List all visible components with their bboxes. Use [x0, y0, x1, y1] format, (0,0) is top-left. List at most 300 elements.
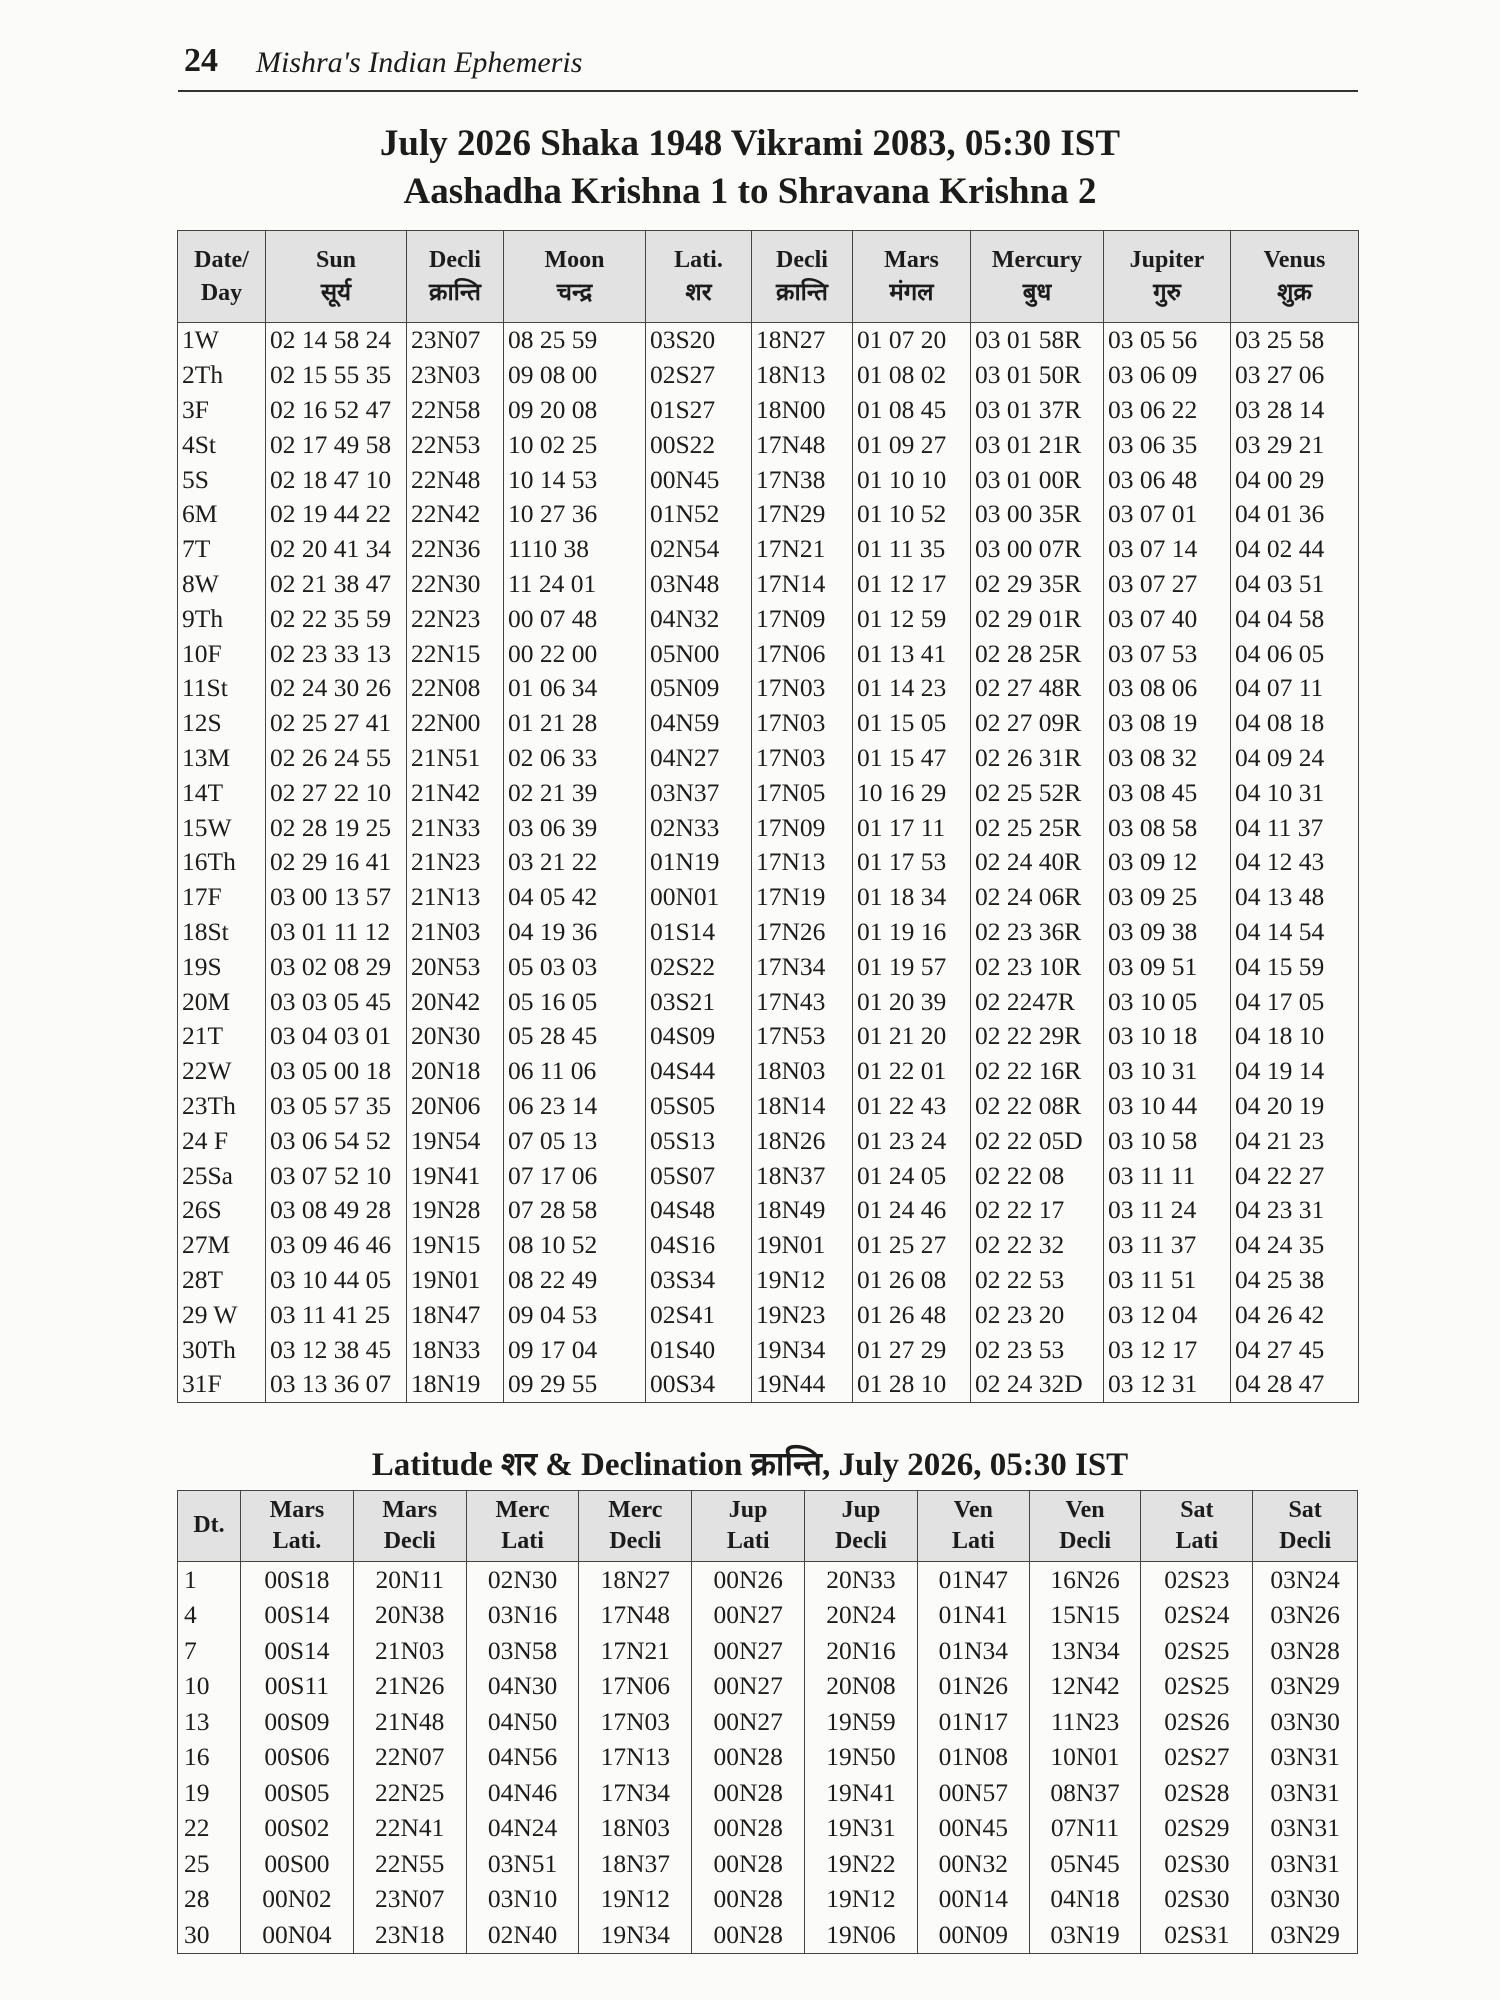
table-row: [178, 497, 1359, 532]
table-cell: 01 17 11: [853, 810, 971, 845]
table-cell: 01 06 34: [504, 671, 646, 706]
table-row: [178, 393, 1359, 428]
table-cell: 03 10 44 05: [266, 1263, 407, 1298]
table-cell: 25: [178, 1846, 241, 1882]
table-cell: 03N10: [466, 1882, 579, 1918]
table-cell: 10 27 36: [504, 497, 646, 532]
table-cell: 04 27 45: [1231, 1332, 1359, 1367]
table-cell: 05 28 45: [504, 1019, 646, 1054]
table-row: [178, 1158, 1359, 1193]
table-cell: 19N54: [407, 1123, 504, 1158]
column-header: [178, 231, 266, 323]
table-row: [178, 1297, 1359, 1332]
table-cell: 01N19: [646, 845, 752, 880]
table-cell: 19N44: [752, 1367, 853, 1402]
header-label: Jup: [728, 1496, 768, 1523]
table-cell: 02S23: [1141, 1562, 1253, 1598]
section-title: Latitude शर & Declination क्रान्ति, July 2026, 05:30 IST: [371, 1447, 1129, 1483]
table-row: [178, 880, 1359, 915]
table-cell: 20N30: [407, 1019, 504, 1054]
table-cell: 02S30: [1141, 1846, 1253, 1882]
table-cell: 03 08 32: [1104, 741, 1231, 776]
table-row: [178, 810, 1359, 845]
table-cell: 21N42: [407, 775, 504, 810]
table-cell: 18N37: [579, 1846, 692, 1882]
table-cell: 22N36: [407, 532, 504, 567]
table-cell: 02 22 53: [971, 1263, 1104, 1298]
table-cell: 00S09: [241, 1704, 354, 1740]
table-cell: 18N49: [752, 1193, 853, 1228]
table-cell: 04 15 59: [1231, 949, 1359, 984]
header-sublabel: Decli: [383, 1528, 436, 1554]
header-sublabel: क्रान्ति: [776, 279, 828, 306]
table-cell: 00N28: [692, 1846, 805, 1882]
header-sublabel: चन्द्र: [556, 279, 593, 306]
table-cell: 02 25 27 41: [266, 706, 407, 741]
table-cell: 04 22 27: [1231, 1158, 1359, 1193]
table-row: [178, 323, 1359, 358]
header-sublabel: Day: [200, 279, 243, 306]
table-cell: 10F: [178, 636, 266, 671]
header-label: Sat: [1288, 1496, 1322, 1523]
table-cell: 04 21 23: [1231, 1123, 1359, 1158]
table-cell: 19: [178, 1775, 241, 1811]
table-cell: 16: [178, 1740, 241, 1776]
table-cell: 04 07 11: [1231, 671, 1359, 706]
table-row: [178, 706, 1359, 741]
table-row: [178, 845, 1359, 880]
column-header: [466, 1491, 579, 1562]
table-cell: 17N21: [579, 1633, 692, 1669]
table-cell: 02 22 08R: [971, 1089, 1104, 1124]
table-cell: 03 01 50R: [971, 358, 1104, 393]
page-header: [178, 38, 1358, 92]
table-cell: 19N34: [752, 1332, 853, 1367]
table-cell: 20M: [178, 984, 266, 1019]
table-cell: 04 19 14: [1231, 1054, 1359, 1089]
table-cell: 01N17: [917, 1704, 1029, 1740]
table-cell: 19N06: [805, 1917, 918, 1953]
table-cell: 00N28: [692, 1811, 805, 1847]
table-cell: 17N34: [752, 949, 853, 984]
table-cell: 15N15: [1029, 1598, 1141, 1634]
table-cell: 19N22: [805, 1846, 918, 1882]
table-cell: 30Th: [178, 1332, 266, 1367]
main-title: July 2026 Shaka 1948 Vikrami 2083, 05:30 IST: [379, 123, 1121, 164]
table-cell: 02S31: [1141, 1917, 1253, 1953]
table-cell: 04 01 36: [1231, 497, 1359, 532]
table-cell: 03 09 12: [1104, 845, 1231, 880]
table-cell: 03 01 58R: [971, 323, 1104, 358]
table-cell: 03 08 19: [1104, 706, 1231, 741]
header-label: Merc: [608, 1496, 663, 1523]
table-cell: 22N58: [407, 393, 504, 428]
table-cell: 03 01 00R: [971, 462, 1104, 497]
table-cell: 22N41: [353, 1811, 466, 1847]
table-cell: 04N30: [466, 1669, 579, 1705]
table-cell: 22N55: [353, 1846, 466, 1882]
header-sublabel: Lati: [1175, 1528, 1219, 1554]
table-cell: 03 01 21R: [971, 427, 1104, 462]
table-cell: 10 16 29: [853, 775, 971, 810]
table-cell: 03 11 24: [1104, 1193, 1231, 1228]
table-cell: 20N06: [407, 1089, 504, 1124]
table-cell: 18N47: [407, 1297, 504, 1332]
table-cell: 00S05: [241, 1775, 354, 1811]
table-cell: 02N33: [646, 810, 752, 845]
header-sublabel: Lati: [501, 1528, 544, 1554]
header-label: Mercury: [991, 247, 1083, 274]
table-cell: 02 28 19 25: [266, 810, 407, 845]
header-label: Dt.: [193, 1512, 225, 1539]
table-cell: 03 00 35R: [971, 497, 1104, 532]
table-cell: 02 23 36R: [971, 915, 1104, 950]
table-cell: 20N24: [805, 1598, 918, 1634]
header-label: Mars: [269, 1496, 325, 1523]
table-cell: 23N18: [353, 1917, 466, 1953]
table-cell: 02 22 29R: [971, 1019, 1104, 1054]
table-cell: 17N29: [752, 497, 853, 532]
table-cell: 17N06: [579, 1669, 692, 1705]
table-cell: 04 02 44: [1231, 532, 1359, 567]
table-cell: 7: [178, 1633, 241, 1669]
header-label: Decli: [429, 247, 481, 274]
table-cell: 18N27: [752, 323, 853, 358]
table-cell: 6M: [178, 497, 266, 532]
table-cell: 03 11 37: [1104, 1228, 1231, 1263]
table-cell: 19N59: [805, 1704, 918, 1740]
table-cell: 13N34: [1029, 1633, 1141, 1669]
header-label: Decli: [776, 247, 828, 274]
header-label: Ven: [953, 1496, 993, 1523]
table-cell: 02 29 01R: [971, 601, 1104, 636]
table-cell: 26S: [178, 1193, 266, 1228]
table-cell: 04S09: [646, 1019, 752, 1054]
table-cell: 17N14: [752, 567, 853, 602]
table-cell: 01 11 35: [853, 532, 971, 567]
table-row: [178, 949, 1359, 984]
table-cell: 04 26 42: [1231, 1297, 1359, 1332]
table-cell: 08 10 52: [504, 1228, 646, 1263]
table-cell: 01 14 23: [853, 671, 971, 706]
table-cell: 03 12 04: [1104, 1297, 1231, 1332]
table-cell: 01S27: [646, 393, 752, 428]
table-cell: 19N34: [579, 1917, 692, 1953]
table-cell: 03 08 45: [1104, 775, 1231, 810]
table-cell: 00 22 00: [504, 636, 646, 671]
table-cell: 22N42: [407, 497, 504, 532]
table-cell: 01 23 24: [853, 1123, 971, 1158]
table-cell: 04S48: [646, 1193, 752, 1228]
table-cell: 21N23: [407, 845, 504, 880]
table-cell: 03 09 46 46: [266, 1228, 407, 1263]
table-cell: 5S: [178, 462, 266, 497]
table-cell: 25Sa: [178, 1158, 266, 1193]
table-row: [178, 1263, 1359, 1298]
table-cell: 22W: [178, 1054, 266, 1089]
table-cell: 06 23 14: [504, 1089, 646, 1124]
table-cell: 04 23 31: [1231, 1193, 1359, 1228]
table-cell: 01 08 02: [853, 358, 971, 393]
table-row: [178, 1917, 1358, 1953]
table-cell: 03S21: [646, 984, 752, 1019]
table-cell: 03 08 49 28: [266, 1193, 407, 1228]
table-row: [178, 1193, 1359, 1228]
table-cell: 01 26 48: [853, 1297, 971, 1332]
header-label: Mars: [382, 1496, 438, 1523]
table-cell: 04 05 42: [504, 880, 646, 915]
table-cell: 01 12 59: [853, 601, 971, 636]
table-cell: 03 05 56: [1104, 323, 1231, 358]
table-cell: 03S34: [646, 1263, 752, 1298]
table-cell: 00S18: [241, 1562, 354, 1598]
header-sublabel: Lati: [726, 1528, 770, 1554]
table-cell: 7T: [178, 532, 266, 567]
table-cell: 02N54: [646, 532, 752, 567]
table-cell: 01 24 05: [853, 1158, 971, 1193]
table-row: [178, 636, 1359, 671]
table-cell: 20N42: [407, 984, 504, 1019]
header-sublabel: Decli: [834, 1528, 887, 1554]
table-cell: 00N26: [692, 1562, 805, 1598]
table-cell: 8W: [178, 567, 266, 602]
table-cell: 04 28 47: [1231, 1367, 1359, 1402]
table-cell: 23N07: [407, 323, 504, 358]
table-cell: 03 12 17: [1104, 1332, 1231, 1367]
table-cell: 03N31: [1253, 1811, 1358, 1847]
column-header: [692, 1491, 805, 1562]
table-cell: 22N08: [407, 671, 504, 706]
table-cell: 07 05 13: [504, 1123, 646, 1158]
table-cell: 02 27 09R: [971, 706, 1104, 741]
table-cell: 03 09 38: [1104, 915, 1231, 950]
table-cell: 03 09 25: [1104, 880, 1231, 915]
table-cell: 06 11 06: [504, 1054, 646, 1089]
table-cell: 03 10 44: [1104, 1089, 1231, 1124]
table-cell: 07N11: [1029, 1811, 1141, 1847]
table-cell: 01 22 43: [853, 1089, 971, 1124]
table-cell: 03N31: [1253, 1740, 1358, 1776]
table-cell: 00N27: [692, 1704, 805, 1740]
table-cell: 03 28 14: [1231, 393, 1359, 428]
table-cell: 21N26: [353, 1669, 466, 1705]
table-cell: 28T: [178, 1263, 266, 1298]
header-label: Jupiter: [1129, 247, 1205, 274]
table-cell: 02 27 22 10: [266, 775, 407, 810]
table-cell: 20N18: [407, 1054, 504, 1089]
table-cell: 03 10 31: [1104, 1054, 1231, 1089]
table-cell: 01 07 20: [853, 323, 971, 358]
ephemeris-table: [177, 230, 1359, 1403]
table-cell: 03 09 51: [1104, 949, 1231, 984]
table-cell: 24 F: [178, 1123, 266, 1158]
table-cell: 02 24 32D: [971, 1367, 1104, 1402]
table-cell: 04 13 48: [1231, 880, 1359, 915]
table-cell: 03 00 07R: [971, 532, 1104, 567]
table-cell: 11 24 01: [504, 567, 646, 602]
table-cell: 04 20 19: [1231, 1089, 1359, 1124]
table-cell: 3F: [178, 393, 266, 428]
table-cell: 02 26 31R: [971, 741, 1104, 776]
table-cell: 09 04 53: [504, 1297, 646, 1332]
table-cell: 01 21 28: [504, 706, 646, 741]
table-cell: 04 12 43: [1231, 845, 1359, 880]
table-row: [178, 1562, 1358, 1598]
table-cell: 02S27: [646, 358, 752, 393]
column-header: [917, 1491, 1029, 1562]
table-row: [178, 1811, 1358, 1847]
header-sublabel: Decli: [1279, 1528, 1332, 1554]
table-cell: 02 21 38 47: [266, 567, 407, 602]
table-row: [178, 462, 1359, 497]
table-cell: 04 00 29: [1231, 462, 1359, 497]
table-cell: 01 12 17: [853, 567, 971, 602]
table-cell: 22N48: [407, 462, 504, 497]
table-cell: 18N26: [752, 1123, 853, 1158]
table-cell: 04 08 18: [1231, 706, 1359, 741]
column-header: [579, 1491, 692, 1562]
header-sublabel: शुक्र: [1277, 279, 1312, 306]
header-label: Jup: [841, 1496, 881, 1523]
column-header: [805, 1491, 918, 1562]
table-cell: 03N37: [646, 775, 752, 810]
table-cell: 09 17 04: [504, 1332, 646, 1367]
table-cell: 02N30: [466, 1562, 579, 1598]
table-cell: 07 28 58: [504, 1193, 646, 1228]
table-cell: 01S40: [646, 1332, 752, 1367]
table-cell: 01N34: [917, 1633, 1029, 1669]
table-cell: 18St: [178, 915, 266, 950]
table-cell: 13M: [178, 741, 266, 776]
table-cell: 21N51: [407, 741, 504, 776]
table-cell: 18N33: [407, 1332, 504, 1367]
table-cell: 22N00: [407, 706, 504, 741]
header-label: Merc: [495, 1496, 550, 1523]
table-cell: 05N09: [646, 671, 752, 706]
table-cell: 02 27 48R: [971, 671, 1104, 706]
header-sublabel: Decli: [609, 1528, 662, 1554]
table-cell: 02S26: [1141, 1704, 1253, 1740]
table-cell: 20N33: [805, 1562, 918, 1598]
header-sublabel: बुध: [1022, 279, 1052, 306]
table-cell: 02 19 44 22: [266, 497, 407, 532]
header-sublabel: शर: [685, 279, 712, 306]
table-cell: 03 11 11: [1104, 1158, 1231, 1193]
table-cell: 01 19 16: [853, 915, 971, 950]
table-cell: 03N58: [466, 1633, 579, 1669]
table-cell: 20N11: [353, 1562, 466, 1598]
table-cell: 02 22 16R: [971, 1054, 1104, 1089]
table-cell: 19N28: [407, 1193, 504, 1228]
header-sublabel: गुरु: [1153, 279, 1181, 306]
header-label: Lati.: [674, 247, 723, 274]
table-row: [178, 1598, 1358, 1634]
table-cell: 01N41: [917, 1598, 1029, 1634]
header-label: Ven: [1065, 1496, 1105, 1523]
table-cell: 01 10 52: [853, 497, 971, 532]
table-cell: 18N13: [752, 358, 853, 393]
table-cell: 05S07: [646, 1158, 752, 1193]
table-cell: 02S29: [1141, 1811, 1253, 1847]
table-row: [178, 1633, 1358, 1669]
table-cell: 00N45: [917, 1811, 1029, 1847]
table-cell: 03N31: [1253, 1846, 1358, 1882]
table-cell: 03 00 13 57: [266, 880, 407, 915]
table-cell: 18N19: [407, 1367, 504, 1402]
table-cell: 04 09 24: [1231, 741, 1359, 776]
table-cell: 01 15 05: [853, 706, 971, 741]
table-cell: 19N41: [805, 1775, 918, 1811]
book-title: Mishra's Indian Ephemeris: [256, 46, 583, 79]
table-cell: 04 10 31: [1231, 775, 1359, 810]
table-cell: 02S41: [646, 1297, 752, 1332]
table-cell: 00S14: [241, 1633, 354, 1669]
table-row: [178, 1367, 1359, 1402]
table-cell: 17F: [178, 880, 266, 915]
table-cell: 17N21: [752, 532, 853, 567]
table-row: [178, 1846, 1358, 1882]
table-cell: 03 29 21: [1231, 427, 1359, 462]
table-cell: 19N23: [752, 1297, 853, 1332]
table-cell: 08 22 49: [504, 1263, 646, 1298]
table-cell: 02 06 33: [504, 741, 646, 776]
header-label: Sun: [315, 247, 357, 274]
table-cell: 03 10 05: [1104, 984, 1231, 1019]
header-sublabel: Lati.: [272, 1528, 322, 1554]
table-cell: 02 20 41 34: [266, 532, 407, 567]
column-header: [266, 231, 407, 323]
table-cell: 19N12: [805, 1882, 918, 1918]
table-cell: 00N04: [241, 1917, 354, 1953]
table-cell: 04N18: [1029, 1882, 1141, 1918]
table-cell: 01 15 47: [853, 741, 971, 776]
table-row: [178, 601, 1359, 636]
table-cell: 02 22 17: [971, 1193, 1104, 1228]
table-row: [178, 915, 1359, 950]
table-row: [178, 671, 1359, 706]
table-cell: 04 11 37: [1231, 810, 1359, 845]
table-cell: 02 23 53: [971, 1332, 1104, 1367]
table-cell: 03 01 11 12: [266, 915, 407, 950]
table-cell: 22N30: [407, 567, 504, 602]
table-cell: 21T: [178, 1019, 266, 1054]
table-cell: 02 24 06R: [971, 880, 1104, 915]
table-row: [178, 984, 1359, 1019]
header-sublabel: Lati: [951, 1528, 995, 1554]
table-cell: 2Th: [178, 358, 266, 393]
table-cell: 19N12: [752, 1263, 853, 1298]
table-cell: 01 19 57: [853, 949, 971, 984]
table-cell: 02 22 32: [971, 1228, 1104, 1263]
table-cell: 00N28: [692, 1740, 805, 1776]
table-cell: 01 10 10: [853, 462, 971, 497]
table-cell: 04 17 05: [1231, 984, 1359, 1019]
table-cell: 02S27: [1141, 1740, 1253, 1776]
table-cell: 16N26: [1029, 1562, 1141, 1598]
table-cell: 29 W: [178, 1297, 266, 1332]
table-cell: 04 06 05: [1231, 636, 1359, 671]
table-cell: 01 22 01: [853, 1054, 971, 1089]
table-cell: 20N08: [805, 1669, 918, 1705]
table-row: [178, 427, 1359, 462]
table-cell: 21N03: [407, 915, 504, 950]
table-cell: 03 08 06: [1104, 671, 1231, 706]
table-cell: 03 01 37R: [971, 393, 1104, 428]
table-cell: 17N38: [752, 462, 853, 497]
header-sublabel: मंगल: [889, 279, 934, 306]
table-cell: 00N27: [692, 1633, 805, 1669]
table-cell: 19N01: [407, 1263, 504, 1298]
